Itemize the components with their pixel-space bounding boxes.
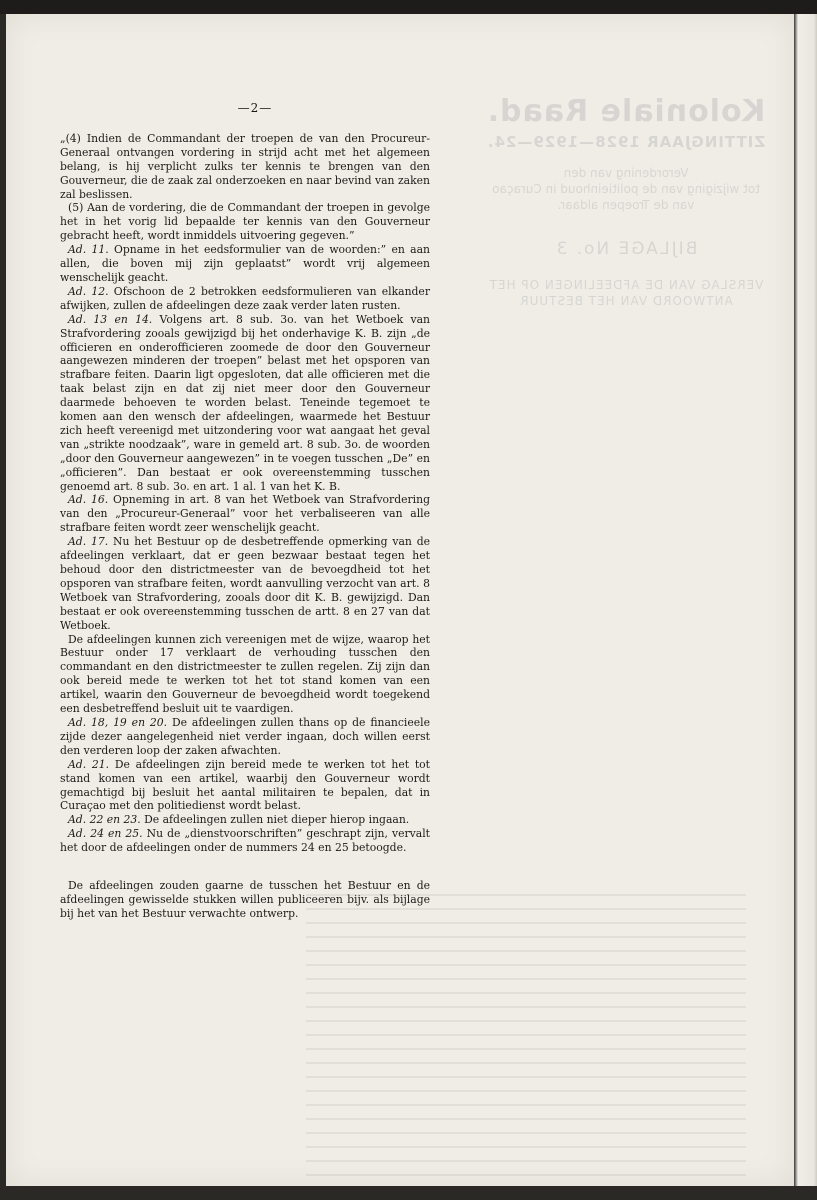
bleed-through-header: [466, 94, 786, 309]
bleed-line-3: van de Troepen aldaar.: [557, 198, 695, 212]
scan-right-edge: [794, 14, 817, 1186]
bleed-verslag-1: VERSLAG VAN DE AFDEELINGEN OP HET: [488, 278, 764, 292]
paragraph-ad-12: Ad. 12. Ofschoon de 2 betrokken eedsformulieren van elkander afwijken, zullen de afdeelingen deze zaak verder laten rusten.: [60, 284, 430, 312]
scan-top-border: [0, 0, 817, 14]
bleed-subtitle: ZITTINGJAAR 1928—1929—24.: [486, 133, 766, 151]
document-page: [6, 14, 794, 1186]
bleed-verslag-2: ANTWOORD VAN HET BESTUUR: [519, 294, 733, 308]
paragraph-2: (5) Aan de vordering, die de Commandant der troepen in gevolge het in het vorig lid bepaalde ter kennis van den Gouverneur gebracht heeft, wordt inmiddels uitvoering gegeven.”: [60, 201, 430, 243]
bleed-line-1: Verordening van den: [563, 166, 689, 180]
document-body: [60, 102, 430, 921]
paragraph-1: „(4) Indien de Commandant der troepen de van den Procureur-Generaal ontvangen vordering in strijd acht met het algemeen belang, is hij verplicht zulks ter kennis te brengen van den Gouverneur, die de zaak zal onderzoeken en naar bevind van zaken zal beslissen.: [60, 131, 430, 201]
paragraph-ad-11: Ad. 11. Opname in het eedsformulier van de woorden:” en aan allen, die boven mij zijn geplaatst” wordt vrij algemeen wenschelijk geacht.: [60, 243, 431, 284]
bleed-line-2: tot wijziging van de politieinhoud in Curaçao: [492, 182, 760, 196]
paragraph-ad-17: Ad. 17. Nu het Bestuur op de desbetreffende opmerking van de afdeelingen verklaart, dat er geen bezwaar bestaat tegen het behoud door den districtmeester van de bevoegdheid tot het opsporen van strafbare feiten, wordt aanvulling verzocht van art. 8 Wetboek van Strafvordering, zooals door dit K. B. gewijzigd. Dan bestaat er ook overeenstemming tusschen de artt. 8 en 27 van dat Wetboek.: [60, 535, 430, 632]
paragraph-ad-21: Ad. 21. De afdeelingen zijn bereid mede te werken tot het tot stand komen van een artikel, waarbij den Gouverneur wordt gemachtigd bij besluit het aantal militairen te bepalen, dat in Curaçao met den politiedienst wordt belast.: [60, 757, 430, 813]
paragraph-ad-16: Ad. 16. Opneming in art. 8 van het Wetboek van Strafvordering van den „Procureur-Generaal” voor het verbaliseeren van alle strafbare feiten wordt zeer wenschelijk geacht.: [60, 493, 430, 535]
ad-reference: Ad. 18, 19 en 20.: [68, 715, 168, 729]
bleed-title: Koloniale Raad.: [486, 94, 766, 129]
ad-reference: Ad. 13 en 14.: [68, 312, 153, 326]
ad-reference: Ad. 21.: [68, 757, 110, 771]
ad-reference: Ad. 16.: [68, 493, 109, 507]
closing-paragraph: De afdeelingen zouden gaarne de tusschen het Bestuur en de afdeelingen gewisselde stukken willen publiceeren bijv. als bijlage bij het van het Bestuur verwachte ontwerp.: [60, 879, 430, 920]
ad-reference: Ad. 24 en 25.: [68, 827, 143, 841]
page-number: —2—: [237, 101, 273, 115]
bleed-lines: [466, 165, 786, 213]
ad-reference: Ad. 17.: [68, 535, 109, 549]
paragraph-ad-22-23: Ad. 22 en 23. De afdeelingen zullen niet dieper hierop ingaan.: [68, 813, 410, 827]
ad-reference: Ad. 22 en 23.: [68, 813, 141, 827]
paragraph-afdeelingen: De afdeelingen kunnen zich vereenigen met de wijze, waarop het Bestuur onder 17 verklaart de verhouding tusschen den commandant en den districtmeester te zullen regelen. Zij zijn dan ook bereid mede te werken tot het tot stand komen van een artikel, waarin den Gouverneur de bevoegdheid wordt toegekend een desbetreffend besluit uit te vaardigen.: [60, 632, 430, 716]
ad-reference: Ad. 12.: [68, 284, 109, 298]
ad-reference: Ad. 11.: [68, 243, 109, 257]
paragraph-ad-24-25: Ad. 24 en 25. Nu de „dienstvoorschriften” geschrapt zijn, vervalt het door de afdeelingen onder de nummers 24 en 25 betoogde.: [60, 827, 430, 855]
paragraph-ad-13-14: Ad. 13 en 14. Volgens art. 8 sub. 3o. van het Wetboek van Strafvordering zooals gewijzigd bij het onderhavige K. B. zijn „de officieren en onderofficieren zoomede de door den Gouverneur aangewezen minderen der troepen” belast met het opsporen van strafbare feiten. Daarin ligt opgesloten, dat alle officieren met die taak belast zijn en dat zij niet meer door den Gouverneur daarmede behoeven te worden belast. Teneinde tegemoet te komen aan den wensch der afdeelingen, waarmede het Bestuur zich heeft vereenigd met uitzondering voor wat aangaat het geval van „strikte noodzaak”, ware in gemeld art. 8 sub. 3o. de woorden „door den Gouverneur aangewezen” in te voegen tusschen „De” en „officieren”. Dan bestaat er ook overeenstemming tusschen genoemd art. 8 sub. 3o. en art. 1 al. 1 van het K. B.: [60, 312, 430, 493]
bleed-bijlage: BIJLAGE No. 3: [554, 239, 698, 259]
bleed-verslag: [466, 277, 786, 309]
bleed-through-body-lines: [306, 894, 746, 1184]
paragraph-ad-18-20: Ad. 18, 19 en 20. De afdeelingen zullen thans op de financieele zijde dezer aangelegenheid niet verder ingaan, doch willen eerst den verderen loop der zaken afwachten.: [60, 715, 430, 757]
